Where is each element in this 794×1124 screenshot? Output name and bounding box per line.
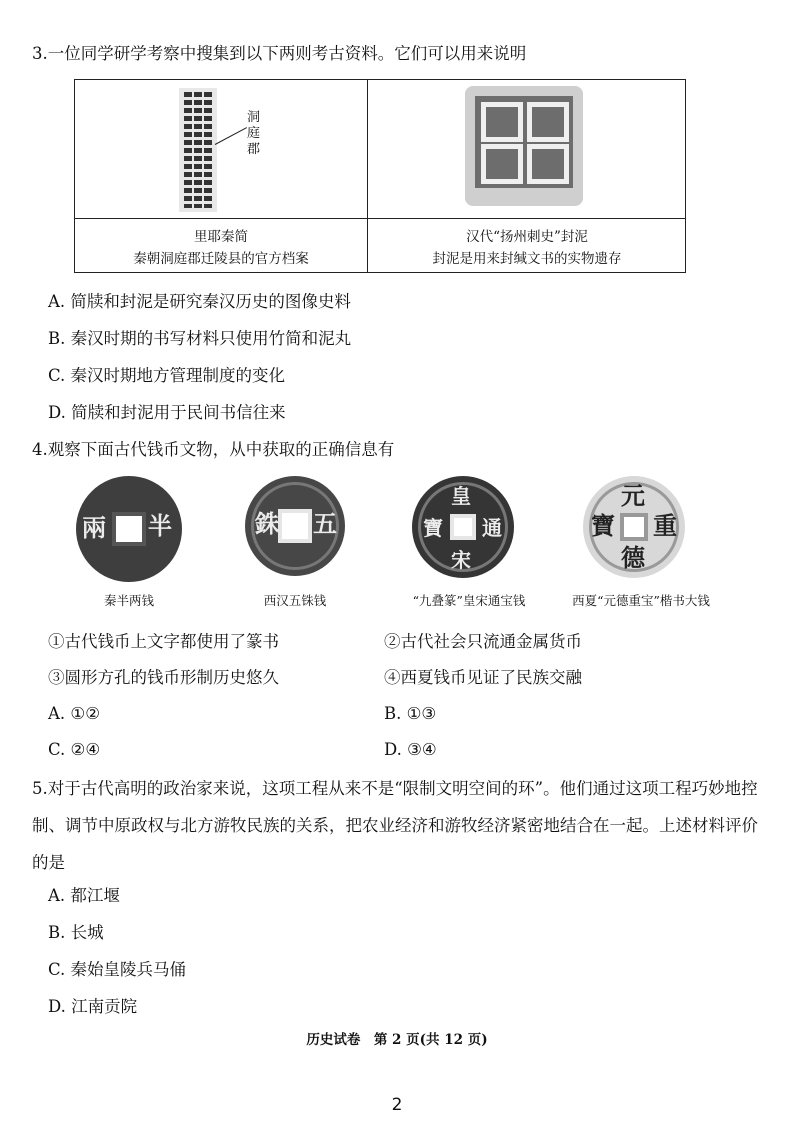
q4-option-d: D. ③④ xyxy=(384,740,437,759)
q5-option-d: D. 江南贡院 xyxy=(48,997,138,1016)
bamboo-slip-image xyxy=(179,88,217,212)
q4-statement-1: ①古代钱币上文字都使用了篆书 xyxy=(48,632,279,651)
coin-caption: “九叠篆”皇宋通宝钱 xyxy=(412,593,526,608)
coin-caption: 西夏“元德重宝”楷书大钱 xyxy=(572,593,710,608)
page-footer: 历史试卷 第 2 页(共 12 页) xyxy=(306,1032,488,1048)
q5-option-b: B. 长城 xyxy=(48,923,104,942)
q3-material-table xyxy=(74,79,686,273)
right-caption-line: 汉代“扬州刺史”封泥 xyxy=(466,229,588,245)
coin-wuzhu-image: 五 銖 xyxy=(245,476,345,576)
q4-statement-3: ③圆形方孔的钱币形制历史悠久 xyxy=(48,668,279,687)
q4-statement-4: ④西夏钱币见证了民族交融 xyxy=(384,668,582,687)
label-pointer xyxy=(215,127,247,145)
q3-option-a: A. 简牍和封泥是研究秦汉历史的图像史料 xyxy=(48,292,351,311)
q3-option-d: D. 简牍和封泥用于民间书信往来 xyxy=(48,403,286,422)
left-caption xyxy=(75,226,367,270)
q4-option-b: B. ①③ xyxy=(384,704,437,723)
q4-option-a: A. ①② xyxy=(48,704,100,723)
slip-label: 洞庭郡 xyxy=(247,110,261,157)
coin-huangsong-image: 皇 宋 寶 通 xyxy=(412,476,514,578)
right-caption-line: 封泥是用来封缄文书的实物遗存 xyxy=(432,251,622,267)
q3-option-b: B. 秦汉时期的书写材料只使用竹简和泥丸 xyxy=(48,329,352,348)
coin-qin-banliang-image: 兩 半 xyxy=(76,476,182,582)
q5-option-a: A. 都江堰 xyxy=(48,886,120,905)
q5-stem-text: 5.对于古代高明的政治家来说，这项工程从来不是“限制文明空间的环”。他们通过这项工程巧妙地控制、调节中原政权与北方游牧民族的关系，把农业经济和游牧经济紧密地结合在一起。上述材料评价的是 xyxy=(32,779,758,872)
left-caption-line: 秦朝洞庭郡迁陵县的官方档案 xyxy=(133,251,309,267)
q4-option-c: C. ②④ xyxy=(48,740,101,759)
clay-seal-image xyxy=(465,86,583,206)
q5-option-c: C. 秦始皇陵兵马俑 xyxy=(48,960,187,979)
page-number: 2 xyxy=(391,1095,403,1115)
q3-option-c: C. 秦汉时期地方管理制度的变化 xyxy=(48,366,286,385)
right-caption xyxy=(368,226,686,270)
q4-stem: 4.观察下面古代钱币文物，从中获取的正确信息有 xyxy=(32,440,395,459)
table-divider xyxy=(75,218,685,219)
q3-stem: 3.一位同学研学考察中搜集到以下两则考古资料。它们可以用来说明 xyxy=(32,44,527,63)
coin-caption: 西汉五铢钱 xyxy=(263,593,327,608)
q5-stem xyxy=(32,770,772,881)
coin-yuande-image: 元 德 重 寶 xyxy=(583,476,685,578)
q4-statement-2: ②古代社会只流通金属货币 xyxy=(384,632,582,651)
coin-caption: 秦半两钱 xyxy=(103,593,154,608)
left-caption-line: 里耶秦简 xyxy=(194,229,248,245)
